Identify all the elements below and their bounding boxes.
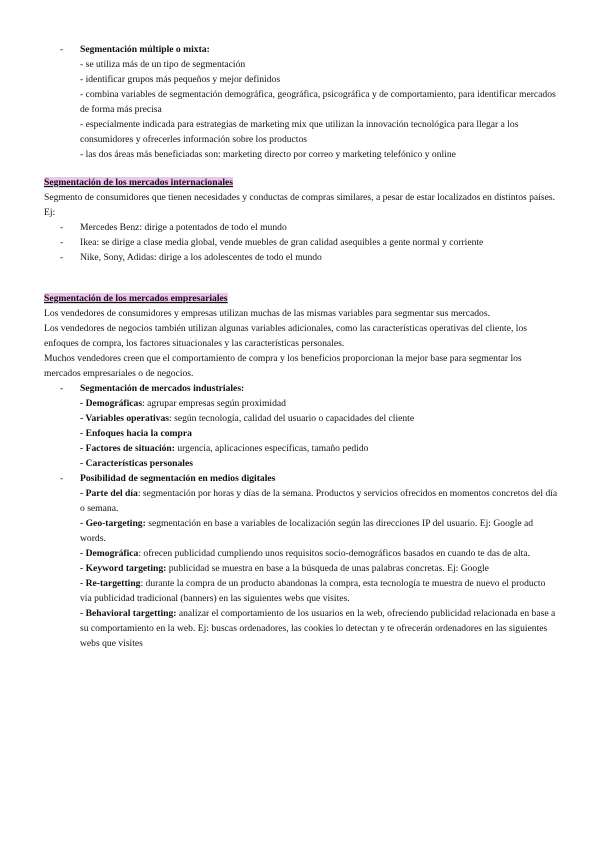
multi-line: - identificar grupos más pequeños y mejor definidos — [80, 74, 281, 85]
list-item — [80, 486, 558, 516]
industrial-title: Segmentación de mercados industriales: — [80, 383, 245, 394]
business-paragraph: Los vendedores de negocios también utilizan algunas variables adicionales, como las características operativas del cliente, los enfoques de compra, los factores situacionales y las características personales. — [44, 323, 527, 349]
item-label: - Variables operativas — [80, 413, 170, 424]
item-label: - Parte del día — [80, 488, 138, 499]
multi-title: Segmentación múltiple o mixta: — [80, 44, 210, 55]
multi-line: - las dos áreas más beneficiadas son: marketing directo por correo y marketing telefónico y online — [80, 149, 456, 160]
list-item — [80, 396, 558, 411]
list-item — [80, 516, 558, 546]
business-title: Segmentación de los mercados empresariales — [44, 293, 228, 304]
list-item — [80, 426, 558, 441]
item-text: : ofrecen publicidad cumpliendo unos requisitos socio-demográficos basados en cuando te das de alta. — [138, 548, 530, 559]
list-item — [80, 576, 558, 606]
item-label: - Factores de situación: — [80, 443, 175, 454]
item-label: - Características personales — [80, 458, 193, 469]
item-label: - Keyword targeting: — [80, 563, 167, 574]
item-text: analizar el comportamiento de los usuarios en la web, ofreciendo publicidad relacionada en base a su comportamiento en la web. Ej: buscas ordenadores, las cookies lo detectan y te ofrecerán ordenadores en las siguientes webs que visites — [80, 608, 556, 649]
item-text: : agrupar empresas según proximidad — [142, 398, 286, 409]
multi-segmentation-section — [44, 42, 558, 162]
list-item — [80, 561, 558, 576]
list-item-text: Ikea: se dirige a clase media global, vende muebles de gran calidad asequibles a gente normal y corriente — [80, 237, 484, 248]
bullet-dash: - — [60, 237, 64, 248]
bullet-dash: - — [60, 383, 64, 394]
multi-line: - se utiliza más de un tipo de segmentación — [80, 59, 246, 70]
item-label: - Demográfica — [80, 548, 139, 559]
item-label: - Behavioral targetting: — [80, 608, 177, 619]
international-section — [44, 175, 558, 265]
item-text: urgencia, aplicaciones específicas, tamaño pedido — [174, 443, 369, 454]
item-text: segmentación en base a variables de localización según las direcciones IP del usuario. Ej: Google ad words. — [80, 518, 534, 544]
list-item — [80, 411, 558, 426]
multi-heading — [44, 42, 558, 57]
international-description: Segmento de consumidores que tienen necesidades y conductas de compras similares, a pesar de estar localizados en distintos países. — [44, 192, 555, 203]
list-item — [44, 235, 558, 250]
bullet-dash: - — [60, 44, 64, 55]
bullet-dash: - — [60, 473, 64, 484]
multi-line: - especialmente indicada para estrategias de marketing mix que utilizan la innovación tecnológica para llegar a los consumidores y ofrecerles información sobre los productos — [80, 119, 519, 145]
list-item — [80, 441, 558, 456]
industrial-heading — [44, 381, 558, 396]
list-item-text: Nike, Sony, Adidas: dirige a los adolescentes de todo el mundo — [80, 252, 322, 263]
digital-title: Posibilidad de segmentación en medios digitales — [80, 473, 276, 484]
list-item — [80, 456, 558, 471]
list-item — [80, 546, 558, 561]
item-label: - Enfoques hacia la compra — [80, 428, 192, 439]
list-item-text: Mercedes Benz: dirige a potentados de todo el mundo — [80, 222, 287, 233]
item-text: : segmentación por horas y días de la semana. Productos y servicios ofrecidos en momentos concretos del día o semana. — [80, 488, 558, 514]
international-title: Segmentación de los mercados internacionales — [44, 177, 234, 188]
item-label: - Re-targetting — [80, 578, 141, 589]
item-text: : según tecnología, calidad del usuario o capacidades del cliente — [169, 413, 415, 424]
example-label: Ej: — [44, 207, 56, 218]
item-text: publicidad se muestra en base a la búsqueda de unas palabras concretas. Ej: Google — [166, 563, 489, 574]
bullet-dash: - — [60, 222, 64, 233]
multi-line: - combina variables de segmentación demográfica, geográfica, psicográfica y de comportamiento, para identificar mercados de forma más precisa — [80, 89, 556, 115]
business-paragraph: Los vendedores de consumidores y empresas utilizan muchas de las mismas variables para segmentar sus mercados. — [44, 308, 490, 319]
business-paragraph: Muchos vendedores creen que el comportamiento de compra y los beneficios proporcionan la mejor base para segmentar los mercados empresariales o de negocios. — [44, 353, 522, 379]
industrial-list — [44, 396, 558, 471]
bullet-dash: - — [60, 252, 64, 263]
list-item — [80, 606, 558, 651]
list-item — [44, 250, 558, 265]
digital-list — [44, 486, 558, 651]
item-label: - Geo-targeting: — [80, 518, 146, 529]
item-text: : durante la compra de un producto abandonas la compra, esta tecnología te muestra de nuevo el producto vía publicidad tradicional (banners) en las siguientes webs que visites. — [80, 578, 546, 604]
digital-heading — [44, 471, 558, 486]
business-section — [44, 291, 558, 651]
list-item — [44, 220, 558, 235]
item-label: - Demográficas — [80, 398, 143, 409]
